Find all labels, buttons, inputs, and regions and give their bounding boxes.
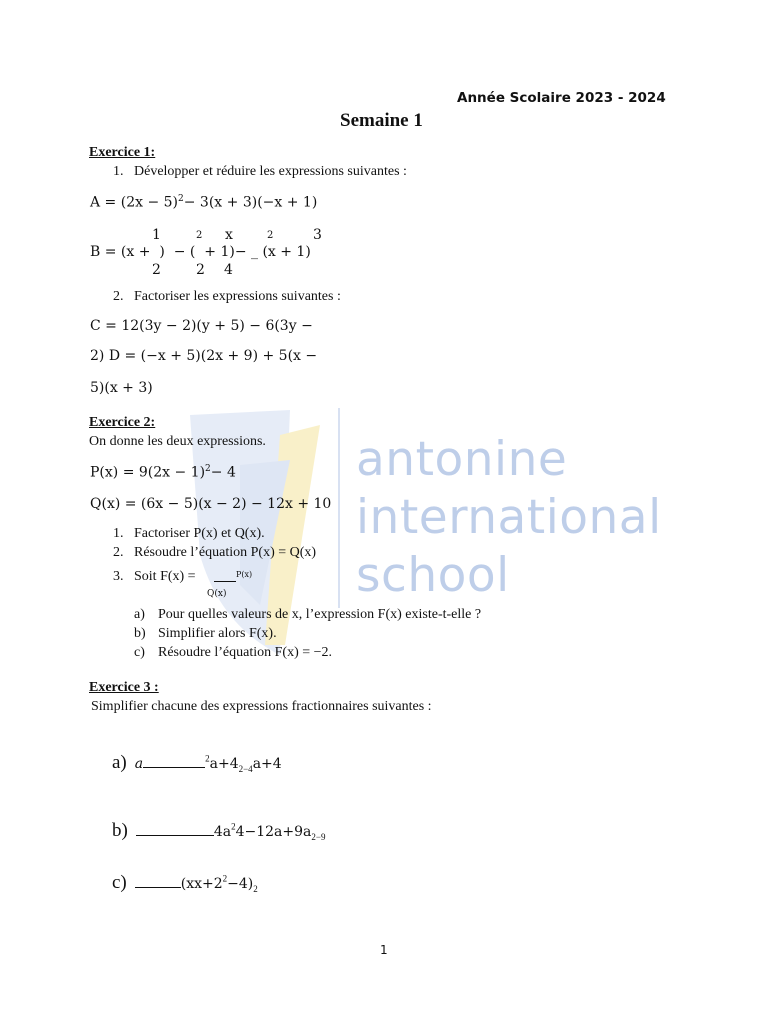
ex3-c-label: c) <box>112 872 127 893</box>
ex2-sub-b-label: b) <box>134 626 146 641</box>
school-year: Année Scolaire 2023 - 2024 <box>457 90 666 106</box>
ex3-b-label: b) <box>112 820 128 841</box>
ex3-item-b: b) $4a^24-12a+9a_{2-9}$ <box>112 820 326 843</box>
ex2-sub-a-text: Pour quelles valeurs de x, l’expression F(x) existe-t-elle ? <box>158 607 482 622</box>
expression-C-line2: 2) D = (−x + 5)(2x + 9) + 5(x − <box>90 348 318 364</box>
expression-C-line3: 5)(x + 3) <box>90 380 153 396</box>
ex3-a-blank <box>143 756 205 768</box>
expression-A: $A = (2x - 5)^2- 3(x + 3)(-x + 1)$ <box>90 194 318 211</box>
ex2-sub-c-label: c) <box>134 645 145 660</box>
ex1-heading: Exercice 1: <box>89 145 156 160</box>
watermark-line3: school <box>356 548 510 603</box>
ex3-item-c: c) $(xx+2^2-4)_2$ <box>112 872 258 895</box>
ex2-item1-number: 1. <box>113 526 124 541</box>
expression-B-top-4: 2 <box>267 230 274 241</box>
fraction-denominator: Q(x) <box>207 589 227 599</box>
expression-B-bottom-3: 4 <box>224 262 233 278</box>
watermark-divider <box>338 408 340 608</box>
ex1-item1-number: 1. <box>113 164 124 179</box>
expression-B: B = (x + ) − ( + 1)− _ (x + 1) <box>90 244 311 260</box>
fraction-numerator: P(x) <box>236 570 253 579</box>
expression-P: $P(x) = 9(2x - 1)^2- 4$ <box>90 464 236 481</box>
ex3-intro: Simplifier chacune des expressions fractionnaires suivantes : <box>91 699 432 714</box>
ex2-item3-number: 3. <box>113 569 124 584</box>
ex3-b-blank <box>136 824 214 836</box>
expression-B-top-3: x <box>225 227 233 243</box>
ex3-c-blank <box>135 876 181 888</box>
ex2-sub-c-text: Résoudre l’équation F(x) = −2. <box>158 645 333 660</box>
ex3-a-label: a) <box>112 752 127 773</box>
ex2-item1-text: Factoriser P(x) et Q(x). <box>134 526 265 541</box>
expression-B-top-1: 1 <box>152 227 161 243</box>
expression-B-bottom-2: 2 <box>196 262 205 278</box>
fraction-bar <box>214 581 236 582</box>
expression-B-bottom-1: 2 <box>152 262 161 278</box>
expression-B-top-5: 3 <box>313 227 322 243</box>
ex1-item2-number: 2. <box>113 289 124 304</box>
ex2-item2-number: 2. <box>113 545 124 560</box>
ex2-sub-a-label: a) <box>134 607 145 622</box>
ex2-item3-text: Soit F(x) = <box>134 569 196 584</box>
page-number: 1 <box>380 943 388 957</box>
page-title: Semaine 1 <box>340 110 423 131</box>
ex3-item-a: a) a $^2a+4_{2-4}a+4$ <box>112 752 282 775</box>
ex2-heading: Exercice 2: <box>89 415 156 430</box>
ex3-heading: Exercice 3 : <box>89 680 159 695</box>
ex1-item1-text: Développer et réduire les expressions suivantes : <box>134 164 407 179</box>
watermark-line1: antonine <box>356 432 568 487</box>
ex2-intro: On donne les deux expressions. <box>89 434 266 449</box>
expression-C-line1: C = 12(3y − 2)(y + 5) − 6(3y − <box>90 318 313 334</box>
ex2-sub-b-text: Simplifier alors F(x). <box>158 626 277 641</box>
expression-Q: Q(x) = (6x − 5)(x − 2) − 12x + 10 <box>90 496 332 512</box>
expression-B-top-2: 2 <box>196 230 203 241</box>
ex2-item2-text: Résoudre l’équation P(x) = Q(x) <box>134 545 317 560</box>
ex1-item2-text: Factoriser les expressions suivantes : <box>134 289 341 304</box>
watermark-line2: international <box>356 490 662 545</box>
